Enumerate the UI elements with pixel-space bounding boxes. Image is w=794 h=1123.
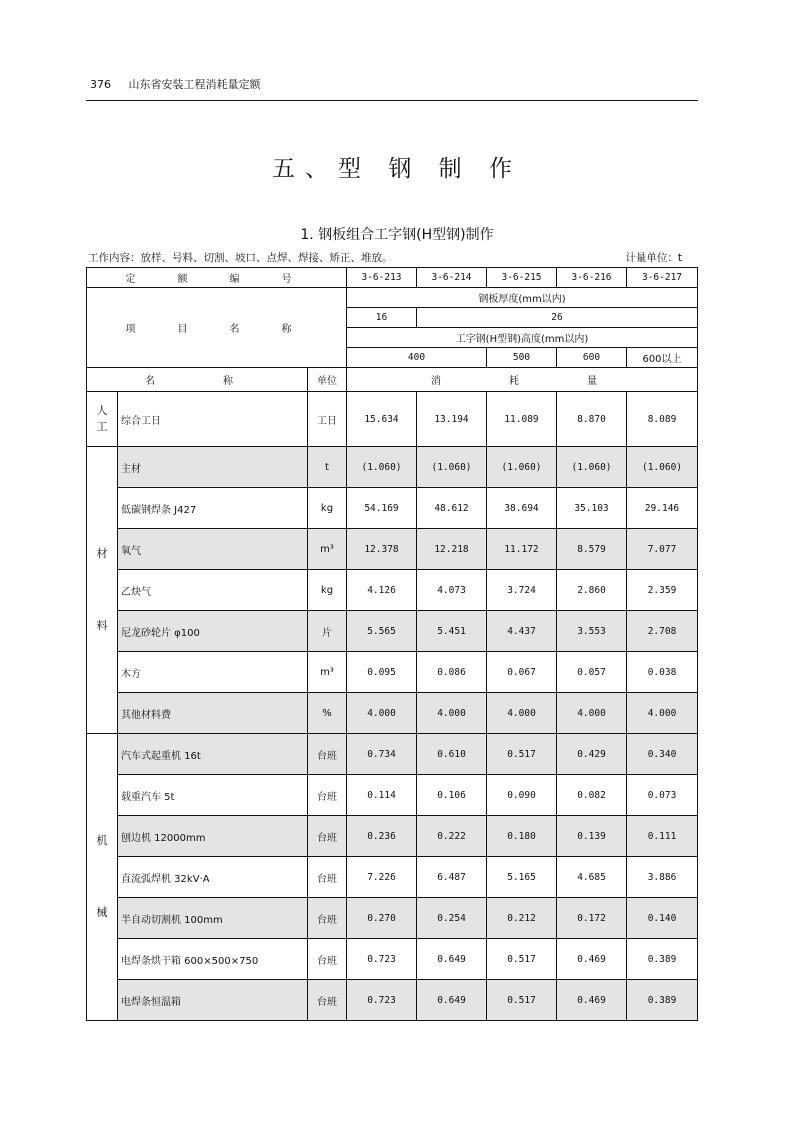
height-value: 600以上 [627, 348, 698, 368]
item-name: 载重汽车 5t [118, 775, 308, 816]
consumption-value: 0.254 [417, 898, 487, 939]
header-rule [86, 100, 698, 101]
item-name: 乙炔气 [118, 570, 308, 611]
quota-code-row [87, 268, 698, 288]
consumption-value: 5.165 [487, 857, 557, 898]
consumption-value: 0.140 [627, 898, 698, 939]
consumption-value: 0.723 [347, 939, 417, 980]
item-name: 氧气 [118, 529, 308, 570]
quota-code: 3-6-215 [487, 268, 557, 288]
table-row [87, 693, 698, 734]
item-name: 半自动切割机 100mm [118, 898, 308, 939]
item-unit: 工日 [308, 392, 347, 447]
consumption-value: 0.090 [487, 775, 557, 816]
table-row [87, 570, 698, 611]
item-unit: 台班 [308, 980, 347, 1021]
consumption-value: 5.451 [417, 611, 487, 652]
consumption-value: 0.180 [487, 816, 557, 857]
quota-table [86, 267, 698, 1021]
item-unit: 台班 [308, 816, 347, 857]
height-value: 400 [347, 348, 487, 368]
consumption-value: 13.194 [417, 392, 487, 447]
plate-thickness-row [87, 288, 698, 308]
consumption-value: 0.429 [557, 734, 627, 775]
consumption-value: 0.082 [557, 775, 627, 816]
consumption-value: 2.708 [627, 611, 698, 652]
item-unit: 台班 [308, 734, 347, 775]
item-name-label: 项 目 名 称 [87, 288, 347, 368]
item-unit: m³ [308, 529, 347, 570]
consumption-value: 0.139 [557, 816, 627, 857]
beam-height-label: 工字钢(H型钢)高度(mm以内) [347, 328, 698, 348]
item-name: 尼龙砂轮片 φ100 [118, 611, 308, 652]
consumption-value: 5.565 [347, 611, 417, 652]
consumption-value: 3.724 [487, 570, 557, 611]
table-row [87, 652, 698, 693]
quota-code: 3-6-213 [347, 268, 417, 288]
consumption-value: 29.146 [627, 488, 698, 529]
quota-code: 3-6-217 [627, 268, 698, 288]
table-row [87, 734, 698, 775]
page-number: 376 [90, 78, 111, 91]
table-row [87, 392, 698, 447]
consumption-value: 0.067 [487, 652, 557, 693]
column-header-row [87, 368, 698, 392]
consumption-value: 0.212 [487, 898, 557, 939]
consumption-value: 0.111 [627, 816, 698, 857]
table-row [87, 939, 698, 980]
item-name: 直流弧焊机 32kV·A [118, 857, 308, 898]
item-name: 木方 [118, 652, 308, 693]
consumption-value: 0.172 [557, 898, 627, 939]
consumption-value: 4.685 [557, 857, 627, 898]
item-name: 综合工日 [118, 392, 308, 447]
consumption-value: 0.734 [347, 734, 417, 775]
work-content: 工作内容：放样、号料、切割、坡口、点焊、焊接、矫正、堆放。 [88, 252, 393, 264]
consumption-value: 35.103 [557, 488, 627, 529]
consumption-value: 8.579 [557, 529, 627, 570]
consumption-value: 0.469 [557, 980, 627, 1021]
category-cell: 材 料 [87, 447, 118, 734]
consumption-value: 0.649 [417, 980, 487, 1021]
consumption-value: 0.057 [557, 652, 627, 693]
item-name: 电焊条烘干箱 600×500×750 [118, 939, 308, 980]
consumption-value: 12.218 [417, 529, 487, 570]
table-row [87, 857, 698, 898]
consumption-value: 4.000 [557, 693, 627, 734]
consumption-value: 0.340 [627, 734, 698, 775]
consumption-value: (1.060) [487, 447, 557, 488]
chapter-title: 五、型 钢 制 作 [272, 156, 522, 182]
consumption-value: 0.469 [557, 939, 627, 980]
consumption-value: 0.106 [417, 775, 487, 816]
consumption-value: (1.060) [557, 447, 627, 488]
page-header [90, 76, 261, 92]
item-unit: m³ [308, 652, 347, 693]
quota-code-label: 定 额 编 号 [87, 268, 347, 288]
item-unit: t [308, 447, 347, 488]
table-row [87, 447, 698, 488]
book-title: 山东省安装工程消耗量定额 [128, 78, 261, 91]
quota-code: 3-6-214 [417, 268, 487, 288]
consumption-value: 0.517 [487, 939, 557, 980]
consumption-value: 12.378 [347, 529, 417, 570]
consumption-value: 0.517 [487, 734, 557, 775]
consumption-value: 3.886 [627, 857, 698, 898]
consumption-value: 4.000 [417, 693, 487, 734]
item-unit: 台班 [308, 775, 347, 816]
consumption-value: 0.222 [417, 816, 487, 857]
consumption-value: 2.359 [627, 570, 698, 611]
table-row [87, 775, 698, 816]
table-row [87, 488, 698, 529]
consumption-value: 11.172 [487, 529, 557, 570]
item-unit: 台班 [308, 898, 347, 939]
table-row [87, 898, 698, 939]
item-unit: 台班 [308, 857, 347, 898]
item-name: 其他材料费 [118, 693, 308, 734]
consumption-value: 0.649 [417, 939, 487, 980]
consumption-value: 8.089 [627, 392, 698, 447]
consumption-value: 0.389 [627, 939, 698, 980]
thickness-value: 16 [347, 308, 417, 328]
consumption-value: (1.060) [627, 447, 698, 488]
consumption-value: 0.236 [347, 816, 417, 857]
item-unit: 台班 [308, 939, 347, 980]
table-row [87, 980, 698, 1021]
consumption-value: 0.114 [347, 775, 417, 816]
quota-code: 3-6-216 [557, 268, 627, 288]
consumption-value: 6.487 [417, 857, 487, 898]
consumption-value: 0.073 [627, 775, 698, 816]
consumption-value: 0.517 [487, 980, 557, 1021]
col-name-label: 名 称 [87, 368, 308, 392]
consumption-value: 7.077 [627, 529, 698, 570]
consumption-value: 0.086 [417, 652, 487, 693]
thickness-value: 26 [417, 308, 698, 328]
consumption-label: 消 耗 量 [347, 368, 698, 392]
col-unit-label: 单位 [308, 368, 347, 392]
category-cell: 机 械 [87, 734, 118, 1021]
consumption-value: 0.610 [417, 734, 487, 775]
consumption-value: 7.226 [347, 857, 417, 898]
height-value: 600 [557, 348, 627, 368]
consumption-value: 2.860 [557, 570, 627, 611]
consumption-value: 4.000 [487, 693, 557, 734]
consumption-value: 0.095 [347, 652, 417, 693]
consumption-value: 8.870 [557, 392, 627, 447]
consumption-value: (1.060) [347, 447, 417, 488]
consumption-value: 15.634 [347, 392, 417, 447]
item-unit: % [308, 693, 347, 734]
category-cell: 人 工 [87, 392, 118, 447]
consumption-value: 38.694 [487, 488, 557, 529]
height-value: 500 [487, 348, 557, 368]
table-row [87, 529, 698, 570]
item-name: 电焊条恒温箱 [118, 980, 308, 1021]
consumption-value: 4.437 [487, 611, 557, 652]
consumption-value: 4.000 [627, 693, 698, 734]
work-content-line [88, 250, 682, 265]
consumption-value: 0.389 [627, 980, 698, 1021]
consumption-value: 3.553 [557, 611, 627, 652]
plate-thickness-label: 钢板厚度(mm以内) [347, 288, 698, 308]
consumption-value: 54.169 [347, 488, 417, 529]
item-unit: 片 [308, 611, 347, 652]
item-unit: kg [308, 488, 347, 529]
consumption-value: 0.723 [347, 980, 417, 1021]
item-name: 汽车式起重机 16t [118, 734, 308, 775]
consumption-value: 4.000 [347, 693, 417, 734]
item-name: 主材 [118, 447, 308, 488]
section-title: 1. 钢板组合工字钢(H型钢)制作 [300, 227, 494, 243]
table-row [87, 816, 698, 857]
item-unit: kg [308, 570, 347, 611]
consumption-value: 11.089 [487, 392, 557, 447]
table-row [87, 611, 698, 652]
consumption-value: (1.060) [417, 447, 487, 488]
consumption-value: 0.038 [627, 652, 698, 693]
item-name: 刨边机 12000mm [118, 816, 308, 857]
consumption-value: 4.126 [347, 570, 417, 611]
consumption-value: 4.073 [417, 570, 487, 611]
unit-of-measure: 计量单位：t [625, 252, 682, 264]
consumption-value: 48.612 [417, 488, 487, 529]
consumption-value: 0.270 [347, 898, 417, 939]
item-name: 低碳钢焊条 J427 [118, 488, 308, 529]
